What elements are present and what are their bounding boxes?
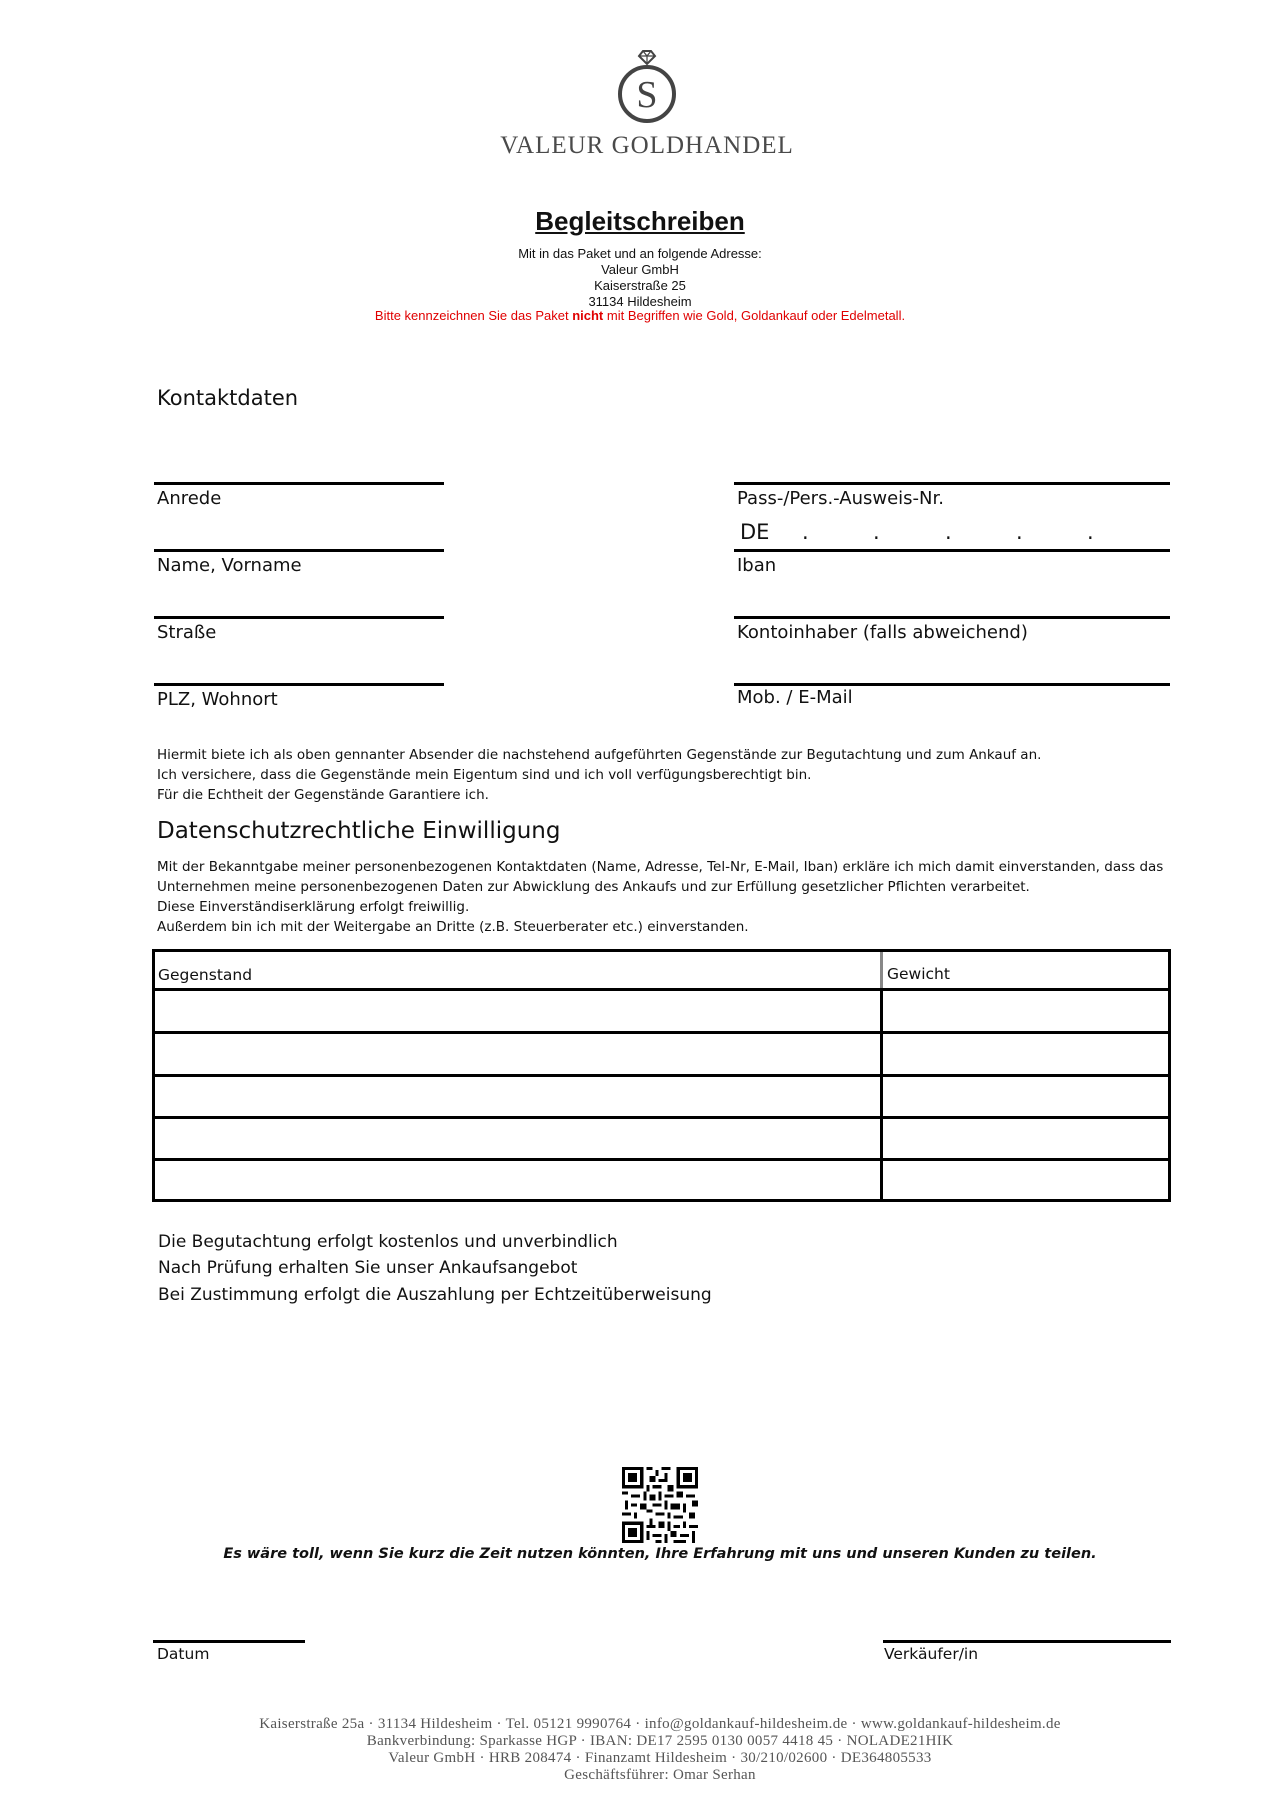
privacy-text: [157, 857, 1167, 937]
field-label-account-holder: Kontoinhaber (falls abweichend): [737, 622, 1028, 643]
signature-label-seller: Verkäufer/in: [884, 1645, 979, 1663]
column-header-item: Gegenstand: [158, 966, 253, 984]
table-row-divider: [155, 1031, 1168, 1034]
iban-separator: .: [945, 520, 952, 544]
signature-line-date: [153, 1640, 305, 1643]
declaration-text: [157, 745, 1167, 805]
address-company: Valeur GmbH: [601, 262, 679, 277]
packaging-notice: Bitte kennzeichnen Sie das Paket nicht mit Begriffen wie Gold, Goldankauf oder Edelmetall.: [374, 308, 906, 323]
field-label-contact: Mob. / E-Mail: [737, 687, 853, 708]
info-line: Nach Prüfung erhalten Sie unser Ankaufsangebot: [158, 1258, 578, 1278]
section-title-contact: Kontaktdaten: [157, 386, 299, 410]
info-line: Bei Zustimmung erfolgt die Auszahlung per Echtzeitüberweisung: [158, 1285, 712, 1305]
privacy-line: Diese Einverständiserklärung erfolgt freiwillig.: [157, 899, 470, 915]
table-header-divider: [880, 952, 883, 990]
iban-separator: .: [1016, 520, 1023, 544]
column-header-weight: Gewicht: [887, 965, 950, 983]
field-line-iban: [734, 549, 1170, 552]
privacy-line: Mit der Bekanntgabe meiner personenbezogenen Kontaktdaten (Name, Adresse, Tel-Nr, E-Mail, Iban) erkläre ich mich damit einverstanden, dass das: [157, 859, 1164, 875]
address-street: Kaiserstraße 25: [594, 278, 686, 293]
table-row-divider: [155, 1116, 1168, 1119]
notice-emphasis: nicht: [572, 308, 604, 323]
field-line-id-number: [734, 482, 1170, 485]
field-line-street: [154, 616, 444, 619]
field-label-salutation: Anrede: [157, 488, 222, 509]
field-label-id-number: Pass-/Pers.-Ausweis-Nr.: [737, 488, 944, 509]
declaration-line: Hiermit biete ich als oben gennanter Absender die nachstehend aufgeführten Gegenstände zur Begutachtung und zum Ankauf an.: [157, 747, 1042, 763]
footer-bank: Bankverbindung: Sparkasse HGP · IBAN: DE17 2595 0130 0057 4418 45 · NOLADE21HIK: [366, 1733, 954, 1749]
footer-registry: Valeur GmbH · HRB 208474 · Finanzamt Hildesheim · 30/210/02600 · DE364805533: [388, 1750, 932, 1766]
field-line-salutation: [154, 482, 444, 485]
footer-address: Kaiserstraße 25a · 31134 Hildesheim · Tel. 05121 9990764 · info@goldankauf-hildesheim.de · www.goldankauf-hildesheim.de: [259, 1716, 1061, 1732]
brand-name: VALEUR GOLDHANDEL: [500, 132, 794, 159]
footer-management: Geschäftsführer: Omar Serhan: [564, 1767, 756, 1783]
field-label-postcode-city: PLZ, Wohnort: [157, 689, 278, 710]
table-row-divider: [155, 1158, 1168, 1161]
document-title: Begleitschreiben: [535, 206, 745, 236]
table-row-divider: [155, 988, 1168, 991]
declaration-line: Für die Echtheit der Gegenstände Garantiere ich.: [157, 787, 489, 803]
field-label-street: Straße: [157, 622, 217, 643]
field-line-account-holder: [734, 616, 1170, 619]
address-city: 31134 Hildesheim: [588, 294, 692, 309]
diamond-ring-s-monogram-icon: [605, 48, 689, 128]
address-intro: Mit in das Paket und an folgende Adresse:: [518, 246, 762, 261]
privacy-line: Unternehmen meine personenbezogenen Daten zur Abwicklung des Ankaufs und zur Erfüllung gesetzlicher Pflichten verarbeitet.: [157, 879, 1030, 895]
iban-separator: .: [1087, 520, 1094, 544]
field-line-contact: [734, 683, 1170, 686]
field-line-postcode-city: [154, 683, 444, 686]
iban-separator: .: [802, 520, 809, 544]
field-line-name: [154, 549, 444, 552]
declaration-line: Ich versichere, dass die Gegenstände mein Eigentum sind und ich voll verfügungsberechtigt bin.: [157, 767, 812, 783]
table-row-divider: [155, 1074, 1168, 1077]
signature-label-date: Datum: [157, 1645, 210, 1663]
privacy-line: Außerdem bin ich mit der Weitergabe an Dritte (z.B. Steuerberater etc.) einverstanden.: [157, 919, 749, 935]
logo-letter: S: [636, 74, 658, 116]
qr-code-icon[interactable]: [622, 1467, 698, 1543]
section-title-privacy: Datenschutzrechtliche Einwilligung: [157, 818, 561, 844]
iban-separator: .: [873, 520, 880, 544]
field-label-name: Name, Vorname: [157, 555, 302, 576]
feedback-request: Es wäre toll, wenn Sie kurz die Zeit nutzen könnten, Ihre Erfahrung mit uns und unseren Kunden zu teilen.: [223, 1546, 1097, 1562]
iban-country-prefix: DE: [740, 520, 770, 544]
signature-line-seller: [883, 1640, 1171, 1643]
items-table: [152, 949, 1171, 1202]
info-line: Die Begutachtung erfolgt kostenlos und unverbindlich: [158, 1232, 618, 1252]
field-label-iban: Iban: [737, 555, 777, 576]
